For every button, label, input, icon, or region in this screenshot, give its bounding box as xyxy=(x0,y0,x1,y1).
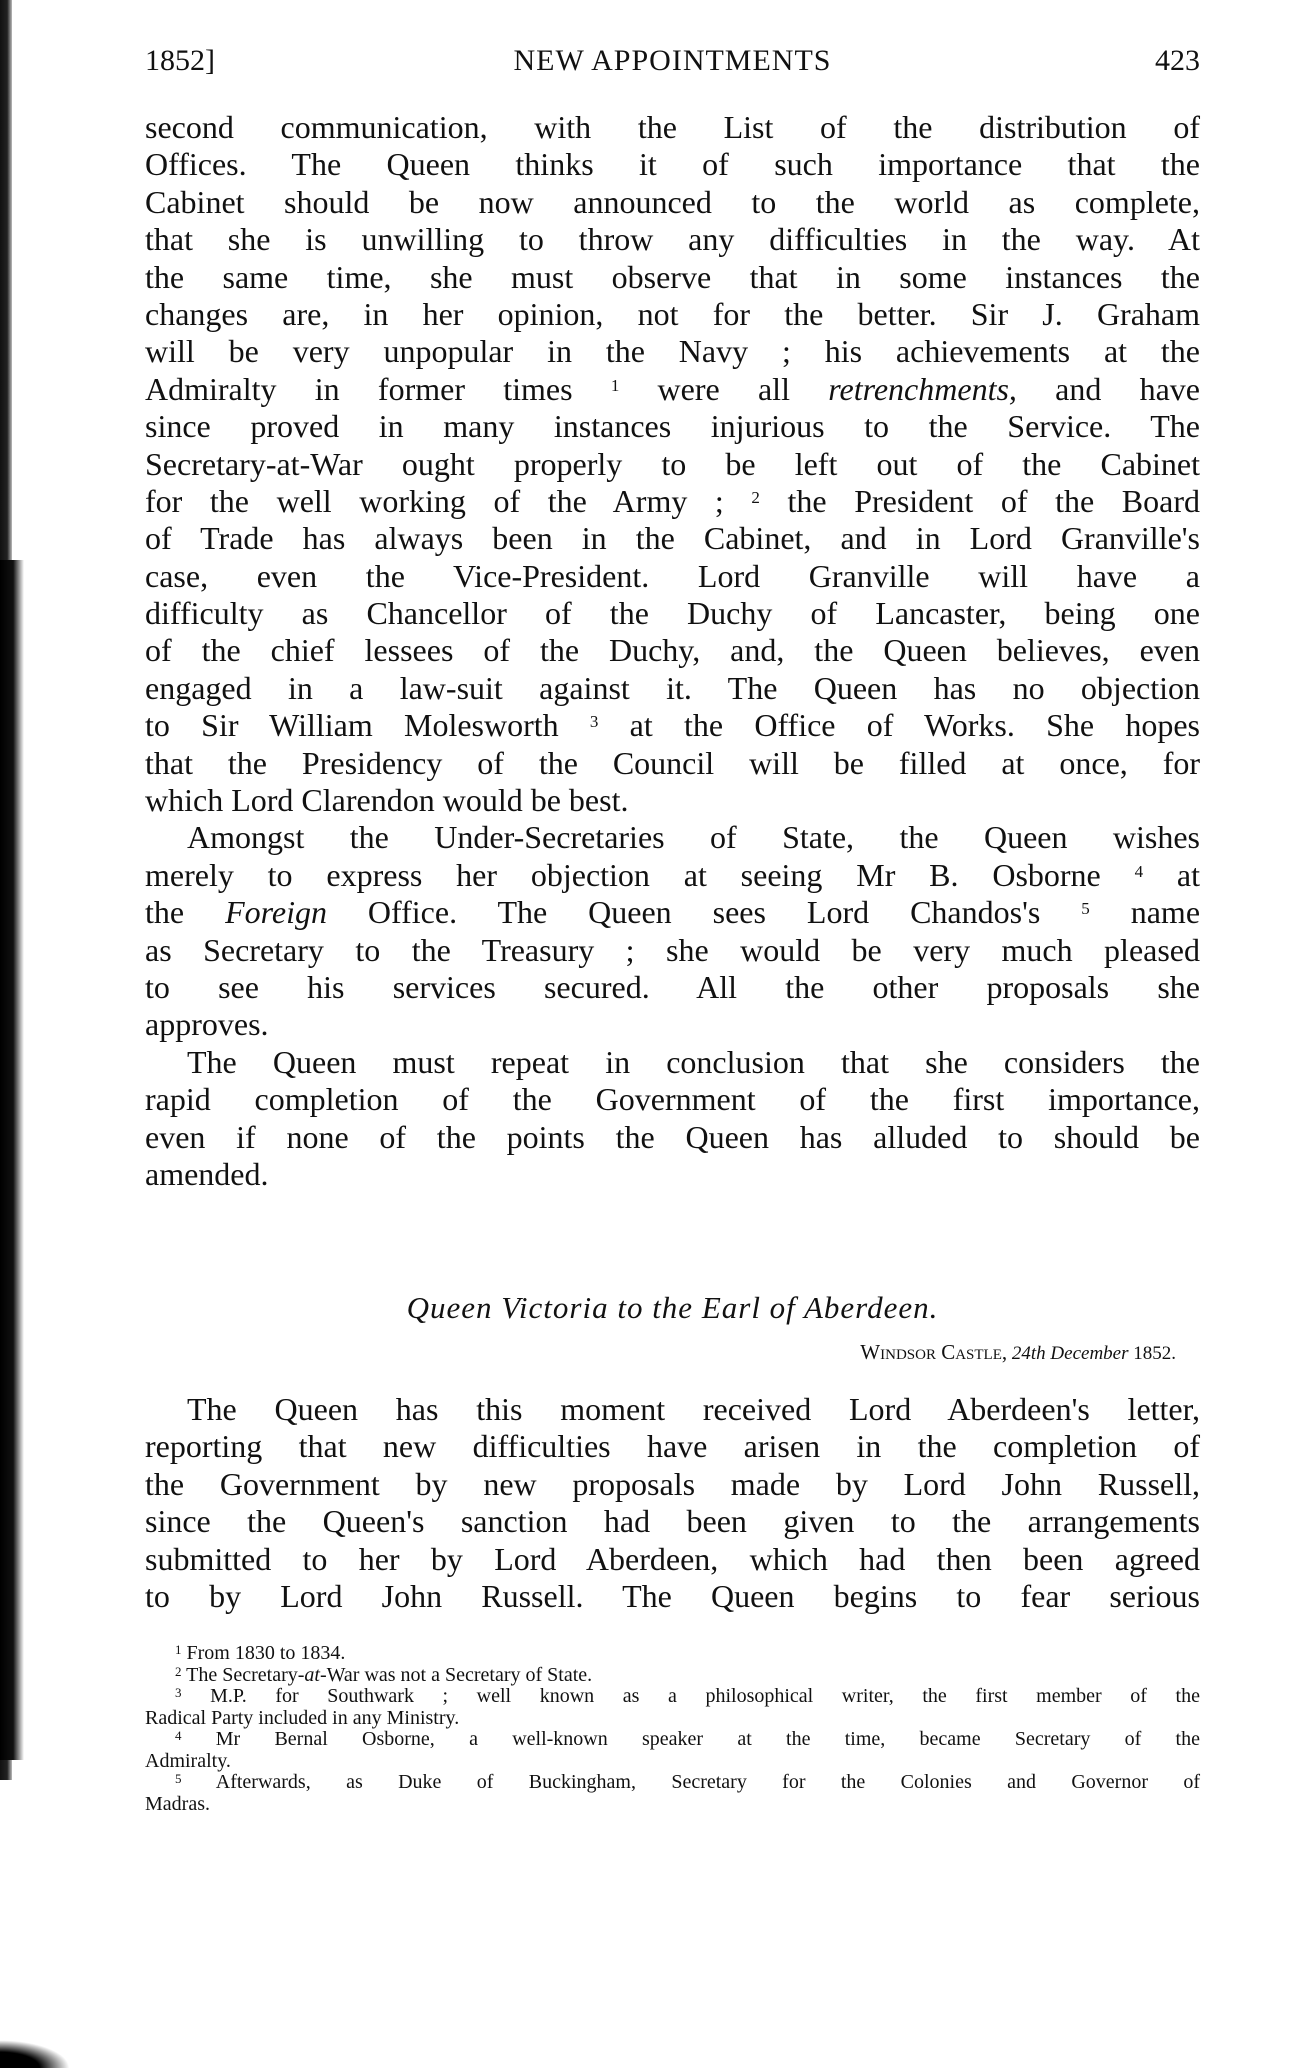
italic-text: Foreign xyxy=(225,894,327,931)
text-run: M.P. for Southwark ; well known as a philosophical writer, the first member of the xyxy=(181,1685,1200,1707)
text-line xyxy=(145,483,1200,520)
text-line xyxy=(145,632,1200,669)
text-line xyxy=(145,595,1200,632)
text-run: of Trade has always been in the Cabinet, and in Lord Granville's xyxy=(145,520,1200,557)
text-run: the xyxy=(145,894,226,931)
text-line xyxy=(145,296,1200,333)
header-title: NEW APPOINTMENTS xyxy=(513,44,832,77)
text-line xyxy=(145,109,1200,146)
text-line xyxy=(145,707,1200,744)
text-run: amended. xyxy=(145,1155,269,1192)
text-run: Amongst the Under-Secretaries of State, the Queen wishes xyxy=(187,819,1200,856)
letter-body xyxy=(145,1391,1200,1615)
footnote-marker: 1 xyxy=(175,1642,182,1657)
text-run: the President of the Board xyxy=(759,482,1201,519)
text-run: Afterwards, as Duke of Buckingham, Secretary for the Colonies and Governor of xyxy=(181,1771,1200,1793)
text-run: submitted to her by Lord Aberdeen, which had then been agreed xyxy=(145,1540,1200,1577)
text-run: Mr Bernal Osborne, a well-known speaker at the time, became Secretary of the xyxy=(181,1728,1200,1750)
header-year: 1852] xyxy=(145,44,215,77)
text-run: to by Lord John Russell. The Queen begins to fear serious xyxy=(145,1577,1200,1614)
footnote-line xyxy=(145,1794,1200,1816)
footnote-line xyxy=(145,1772,1200,1794)
text-run: that the Presidency of the Council will be filled at once, for xyxy=(145,744,1200,781)
text-line xyxy=(145,1428,1200,1465)
footnote-line xyxy=(145,1751,1200,1773)
text-line xyxy=(145,371,1200,408)
page-number: 423 xyxy=(1155,44,1200,77)
text-run: changes are, in her opinion, not for the better. Sir J. Graham xyxy=(145,295,1200,332)
footnote-marker: 5 xyxy=(175,1771,182,1786)
text-line xyxy=(145,1503,1200,1540)
page-corner-shadow xyxy=(0,2040,70,2068)
text-run: at the Office of Works. She hopes xyxy=(598,707,1201,744)
text-line xyxy=(145,782,1200,819)
page-scan-edge-shadow xyxy=(0,560,24,1760)
text-line xyxy=(145,1044,1200,1081)
text-run: to Sir William Molesworth xyxy=(145,707,590,744)
text-run: to see his services secured. All the other proposals she xyxy=(145,968,1200,1005)
text-run: since the Queen's sanction had been given to the arrangements xyxy=(145,1503,1200,1540)
text-line xyxy=(145,184,1200,221)
text-line xyxy=(145,1391,1200,1428)
text-line xyxy=(145,259,1200,296)
footnote-line xyxy=(145,1686,1200,1708)
footnote-marker: 2 xyxy=(175,1663,182,1679)
text-run: Admiralty. xyxy=(145,1749,231,1772)
text-line xyxy=(145,745,1200,782)
text-line xyxy=(145,969,1200,1006)
text-run: will be very unpopular in the Navy ; his achievements at the xyxy=(145,333,1200,370)
text-run: merely to express her objection at seeing Mr B. Osborne xyxy=(145,856,1135,893)
text-run: were all xyxy=(619,370,829,407)
text-run: for the well working of the Army ; xyxy=(145,482,752,519)
text-line xyxy=(145,932,1200,969)
dateline xyxy=(860,1340,1176,1365)
text-run: name xyxy=(1089,894,1201,931)
text-line xyxy=(145,894,1200,931)
text-run: The Queen has this moment received Lord Aberdeen's letter, xyxy=(187,1391,1200,1427)
footnote-marker: 3 xyxy=(175,1685,182,1700)
text-run: even if none of the points the Queen has alluded to should be xyxy=(145,1118,1200,1155)
text-run: Secretary-at-War ought properly to be left out of the Cabinet xyxy=(145,445,1200,482)
text-line xyxy=(145,670,1200,707)
footnotes xyxy=(145,1643,1200,1815)
text-line xyxy=(145,1081,1200,1118)
text-run: Madras. xyxy=(145,1792,210,1815)
text-line xyxy=(145,1466,1200,1503)
text-line xyxy=(145,1119,1200,1156)
footnote-line xyxy=(145,1643,1200,1665)
text-run: at xyxy=(1143,856,1201,893)
text-run: Cabinet should be now announced to the world as complete, xyxy=(145,183,1200,220)
dateline-year: 1852. xyxy=(1133,1343,1176,1364)
footnote-line xyxy=(145,1665,1200,1687)
text-run: and have xyxy=(1016,370,1201,407)
text-line xyxy=(145,1006,1200,1043)
text-run: Radical Party included in any Ministry. xyxy=(145,1706,460,1729)
text-run: From 1830 to 1834. xyxy=(181,1642,346,1664)
text-run: second communication, with the List of the distribution of xyxy=(145,109,1200,145)
running-header xyxy=(145,44,1200,84)
footnote-marker: 1 xyxy=(610,375,620,395)
footnote-marker: 4 xyxy=(1134,861,1144,881)
text-line xyxy=(145,333,1200,370)
text-line xyxy=(145,520,1200,557)
text-run: engaged in a law-suit against it. The Queen has no objection xyxy=(145,669,1200,706)
footnote-marker: 2 xyxy=(751,487,760,507)
footnote-line xyxy=(145,1729,1200,1751)
text-line xyxy=(145,1578,1200,1615)
letter-body-continued xyxy=(145,109,1200,1193)
text-line xyxy=(145,857,1200,894)
text-run: which Lord Clarendon would be best. xyxy=(145,782,629,819)
text-run: reporting that new difficulties have arisen in the completion of xyxy=(145,1428,1200,1465)
text-run: as Secretary to the Treasury ; she would be very much pleased xyxy=(145,931,1200,968)
text-line xyxy=(145,446,1200,483)
text-run: that she is unwilling to throw any difficulties in the way. At xyxy=(145,221,1200,258)
text-run: -War was not a Secretary of State. xyxy=(319,1663,593,1686)
letter-heading: Queen Victoria to the Earl of Aberdeen. xyxy=(406,1290,939,1325)
text-line xyxy=(145,558,1200,595)
text-run: Office. The Queen sees Lord Chandos's xyxy=(326,894,1082,931)
text-line xyxy=(145,221,1200,258)
text-run: of the chief lessees of the Duchy, and, the Queen believes, even xyxy=(145,632,1200,669)
footnote-marker: 3 xyxy=(589,712,599,732)
footnote-marker: 5 xyxy=(1081,899,1090,919)
text-run: since proved in many instances injurious to the Service. The xyxy=(145,408,1200,445)
text-run: the same time, she must observe that in some instances the xyxy=(145,258,1200,295)
text-run: difficulty as Chancellor of the Duchy of Lancaster, being one xyxy=(145,595,1200,632)
text-line xyxy=(145,1156,1200,1193)
text-line xyxy=(145,408,1200,445)
dateline-place: Windsor Castle, xyxy=(860,1340,1008,1364)
text-run: The Queen must repeat in conclusion that she considers the xyxy=(187,1043,1200,1080)
text-run: rapid completion of the Government of the first importance, xyxy=(145,1081,1200,1118)
text-run: Offices. The Queen thinks it of such importance that the xyxy=(145,146,1200,183)
text-run: the Government by new proposals made by Lord John Russell, xyxy=(145,1465,1200,1502)
text-run: approves. xyxy=(145,1006,269,1043)
text-line xyxy=(145,1541,1200,1578)
dateline-date: 24th December xyxy=(1011,1343,1129,1364)
text-run: Admiralty in former times xyxy=(145,370,611,407)
text-run: case, even the Vice-President. Lord Granville will have a xyxy=(145,557,1200,594)
text-line xyxy=(145,146,1200,183)
italic-text: retrenchments, xyxy=(828,370,1017,407)
text-line xyxy=(145,819,1200,856)
footnote-line xyxy=(145,1708,1200,1730)
italic-text: at xyxy=(304,1663,320,1686)
footnote-marker: 4 xyxy=(175,1728,182,1743)
text-run: The Secretary- xyxy=(181,1663,305,1686)
